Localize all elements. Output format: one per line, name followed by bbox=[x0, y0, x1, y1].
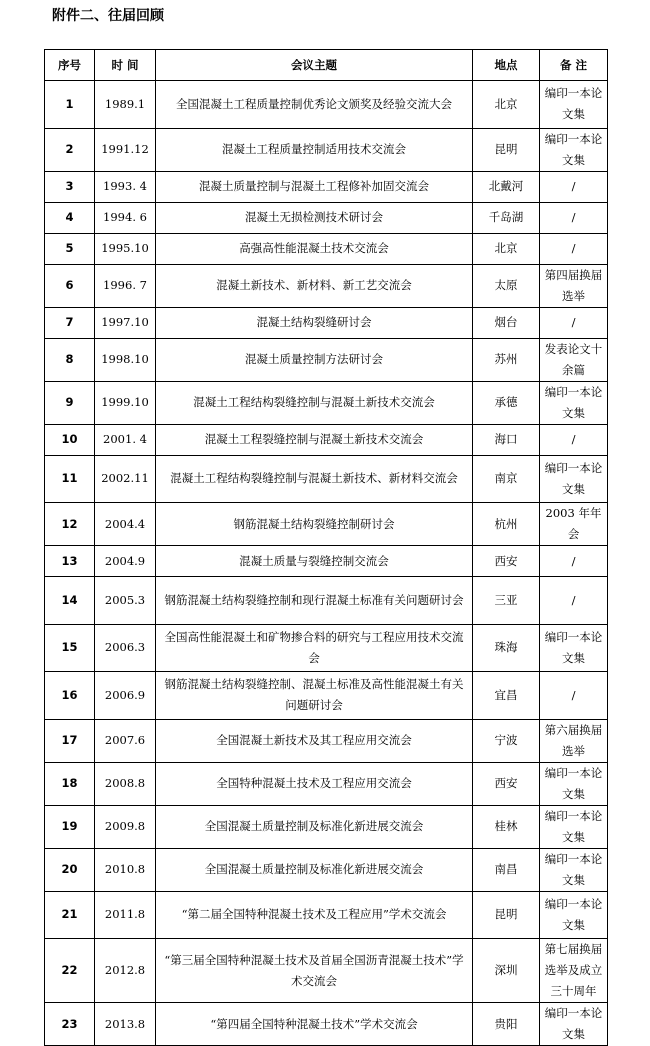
cell-date: 2002.11 bbox=[95, 455, 156, 503]
table-row bbox=[45, 624, 608, 672]
cell-date: 1996. 7 bbox=[95, 264, 156, 307]
cell-date: 1991.12 bbox=[95, 128, 156, 171]
cell-date: 2009.8 bbox=[95, 805, 156, 848]
table-row bbox=[45, 939, 608, 1003]
cell-date: 2010.8 bbox=[95, 848, 156, 891]
cell-place: 珠海 bbox=[473, 624, 540, 672]
table-row bbox=[45, 805, 608, 848]
table-row bbox=[45, 672, 608, 720]
cell-date: 2006.3 bbox=[95, 624, 156, 672]
cell-note: 发表论文十余篇 bbox=[540, 338, 608, 381]
cell-place: 千岛湖 bbox=[473, 202, 540, 233]
cell-note: / bbox=[540, 424, 608, 455]
cell-no: 14 bbox=[45, 577, 95, 625]
cell-date: 2004.4 bbox=[95, 503, 156, 546]
table-row bbox=[45, 546, 608, 577]
cell-place: 苏州 bbox=[473, 338, 540, 381]
cell-place: 海口 bbox=[473, 424, 540, 455]
cell-no: 4 bbox=[45, 202, 95, 233]
cell-topic: 钢筋混凝土结构裂缝控制、混凝土标准及高性能混凝土有关问题研讨会 bbox=[156, 672, 473, 720]
cell-topic: 混凝土工程裂缝控制与混凝土新技术交流会 bbox=[156, 424, 473, 455]
cell-date: 2006.9 bbox=[95, 672, 156, 720]
cell-no: 19 bbox=[45, 805, 95, 848]
header-no: 序号 bbox=[45, 50, 95, 81]
cell-place: 桂林 bbox=[473, 805, 540, 848]
table-header-row bbox=[45, 50, 608, 81]
cell-note: / bbox=[540, 202, 608, 233]
cell-topic: 钢筋混凝土结构裂缝控制研讨会 bbox=[156, 503, 473, 546]
cell-date: 1997.10 bbox=[95, 307, 156, 338]
cell-topic: 混凝土质量与裂缝控制交流会 bbox=[156, 546, 473, 577]
cell-no: 5 bbox=[45, 233, 95, 264]
cell-place: 深圳 bbox=[473, 939, 540, 1003]
cell-date: 1994. 6 bbox=[95, 202, 156, 233]
cell-note: / bbox=[540, 171, 608, 202]
cell-topic: 混凝土工程质量控制适用技术交流会 bbox=[156, 128, 473, 171]
cell-note: / bbox=[540, 307, 608, 338]
cell-topic: 混凝土工程结构裂缝控制与混凝土新技术、新材料交流会 bbox=[156, 455, 473, 503]
cell-date: 1993. 4 bbox=[95, 171, 156, 202]
cell-date: 1998.10 bbox=[95, 338, 156, 381]
table-row bbox=[45, 264, 608, 307]
cell-note: / bbox=[540, 233, 608, 264]
cell-topic: 混凝土新技术、新材料、新工艺交流会 bbox=[156, 264, 473, 307]
cell-topic: 全国高性能混凝土和矿物掺合料的研究与工程应用技术交流会 bbox=[156, 624, 473, 672]
table-row bbox=[45, 719, 608, 762]
table-row bbox=[45, 762, 608, 805]
cell-no: 10 bbox=[45, 424, 95, 455]
table-row bbox=[45, 1003, 608, 1046]
cell-topic: 全国混凝土工程质量控制优秀论文颁奖及经验交流大会 bbox=[156, 81, 473, 129]
page-title: 附件二、往届回顾 bbox=[52, 8, 164, 24]
cell-note: 编印一本论文集 bbox=[540, 848, 608, 891]
cell-date: 2005.3 bbox=[95, 577, 156, 625]
cell-topic: “第三届全国特种混凝土技术及首届全国沥青混凝土技术”学术交流会 bbox=[156, 939, 473, 1003]
cell-no: 6 bbox=[45, 264, 95, 307]
header-place: 地点 bbox=[473, 50, 540, 81]
cell-note: 编印一本论文集 bbox=[540, 455, 608, 503]
table-row bbox=[45, 81, 608, 129]
cell-no: 18 bbox=[45, 762, 95, 805]
cell-note: 编印一本论文集 bbox=[540, 1003, 608, 1046]
cell-note: 编印一本论文集 bbox=[540, 805, 608, 848]
cell-topic: 钢筋混凝土结构裂缝控制和现行混凝土标准有关问题研讨会 bbox=[156, 577, 473, 625]
cell-topic: “第四届全国特种混凝土技术”学术交流会 bbox=[156, 1003, 473, 1046]
cell-note: 编印一本论文集 bbox=[540, 891, 608, 939]
cell-no: 9 bbox=[45, 381, 95, 424]
cell-topic: “第二届全国特种混凝土技术及工程应用”学术交流会 bbox=[156, 891, 473, 939]
cell-note: / bbox=[540, 546, 608, 577]
cell-place: 烟台 bbox=[473, 307, 540, 338]
table-row bbox=[45, 577, 608, 625]
table-row bbox=[45, 307, 608, 338]
cell-no: 13 bbox=[45, 546, 95, 577]
cell-topic: 混凝土结构裂缝研讨会 bbox=[156, 307, 473, 338]
cell-date: 2007.6 bbox=[95, 719, 156, 762]
cell-no: 1 bbox=[45, 81, 95, 129]
cell-date: 2004.9 bbox=[95, 546, 156, 577]
cell-no: 22 bbox=[45, 939, 95, 1003]
cell-date: 2012.8 bbox=[95, 939, 156, 1003]
table-row bbox=[45, 455, 608, 503]
cell-place: 三亚 bbox=[473, 577, 540, 625]
cell-place: 西安 bbox=[473, 546, 540, 577]
cell-note: 编印一本论文集 bbox=[540, 128, 608, 171]
cell-topic: 全国混凝土质量控制及标准化新进展交流会 bbox=[156, 805, 473, 848]
cell-note: 第四届换届选举 bbox=[540, 264, 608, 307]
cell-place: 太原 bbox=[473, 264, 540, 307]
cell-no: 17 bbox=[45, 719, 95, 762]
cell-place: 北京 bbox=[473, 81, 540, 129]
header-note: 备 注 bbox=[540, 50, 608, 81]
table-row bbox=[45, 424, 608, 455]
cell-note: 编印一本论文集 bbox=[540, 81, 608, 129]
cell-note: / bbox=[540, 672, 608, 720]
cell-no: 11 bbox=[45, 455, 95, 503]
cell-no: 12 bbox=[45, 503, 95, 546]
cell-topic: 混凝土质量控制与混凝土工程修补加固交流会 bbox=[156, 171, 473, 202]
cell-no: 15 bbox=[45, 624, 95, 672]
cell-note: 编印一本论文集 bbox=[540, 762, 608, 805]
cell-topic: 混凝土工程结构裂缝控制与混凝土新技术交流会 bbox=[156, 381, 473, 424]
cell-topic: 混凝土无损检测技术研讨会 bbox=[156, 202, 473, 233]
cell-no: 7 bbox=[45, 307, 95, 338]
cell-no: 8 bbox=[45, 338, 95, 381]
past-sessions-table bbox=[44, 49, 608, 1046]
cell-place: 北戴河 bbox=[473, 171, 540, 202]
table-row bbox=[45, 128, 608, 171]
cell-place: 昆明 bbox=[473, 128, 540, 171]
cell-note: 第七届换届选举及成立三十周年 bbox=[540, 939, 608, 1003]
cell-place: 贵阳 bbox=[473, 1003, 540, 1046]
cell-note: / bbox=[540, 577, 608, 625]
cell-place: 宜昌 bbox=[473, 672, 540, 720]
cell-place: 昆明 bbox=[473, 891, 540, 939]
cell-topic: 全国混凝土质量控制及标准化新进展交流会 bbox=[156, 848, 473, 891]
table-row bbox=[45, 848, 608, 891]
cell-date: 2008.8 bbox=[95, 762, 156, 805]
table-row bbox=[45, 381, 608, 424]
table-row bbox=[45, 891, 608, 939]
cell-date: 2011.8 bbox=[95, 891, 156, 939]
cell-place: 宁波 bbox=[473, 719, 540, 762]
cell-note: 编印一本论文集 bbox=[540, 381, 608, 424]
cell-note: 第六届换届选举 bbox=[540, 719, 608, 762]
cell-place: 承德 bbox=[473, 381, 540, 424]
table-row bbox=[45, 202, 608, 233]
cell-no: 2 bbox=[45, 128, 95, 171]
cell-topic: 全国特种混凝土技术及工程应用交流会 bbox=[156, 762, 473, 805]
cell-no: 23 bbox=[45, 1003, 95, 1046]
cell-date: 1995.10 bbox=[95, 233, 156, 264]
cell-note: 2003 年年会 bbox=[540, 503, 608, 546]
cell-place: 南昌 bbox=[473, 848, 540, 891]
cell-date: 2001. 4 bbox=[95, 424, 156, 455]
cell-place: 南京 bbox=[473, 455, 540, 503]
header-date: 时 间 bbox=[95, 50, 156, 81]
cell-place: 杭州 bbox=[473, 503, 540, 546]
table-row bbox=[45, 338, 608, 381]
cell-place: 北京 bbox=[473, 233, 540, 264]
cell-topic: 混凝土质量控制方法研讨会 bbox=[156, 338, 473, 381]
table-row bbox=[45, 171, 608, 202]
cell-date: 2013.8 bbox=[95, 1003, 156, 1046]
table-row bbox=[45, 503, 608, 546]
cell-place: 西安 bbox=[473, 762, 540, 805]
cell-no: 16 bbox=[45, 672, 95, 720]
cell-date: 1999.10 bbox=[95, 381, 156, 424]
header-topic: 会议主题 bbox=[156, 50, 473, 81]
cell-no: 20 bbox=[45, 848, 95, 891]
cell-topic: 全国混凝土新技术及其工程应用交流会 bbox=[156, 719, 473, 762]
cell-no: 21 bbox=[45, 891, 95, 939]
cell-note: 编印一本论文集 bbox=[540, 624, 608, 672]
cell-topic: 高强高性能混凝土技术交流会 bbox=[156, 233, 473, 264]
table-row bbox=[45, 233, 608, 264]
cell-no: 3 bbox=[45, 171, 95, 202]
cell-date: 1989.1 bbox=[95, 81, 156, 129]
